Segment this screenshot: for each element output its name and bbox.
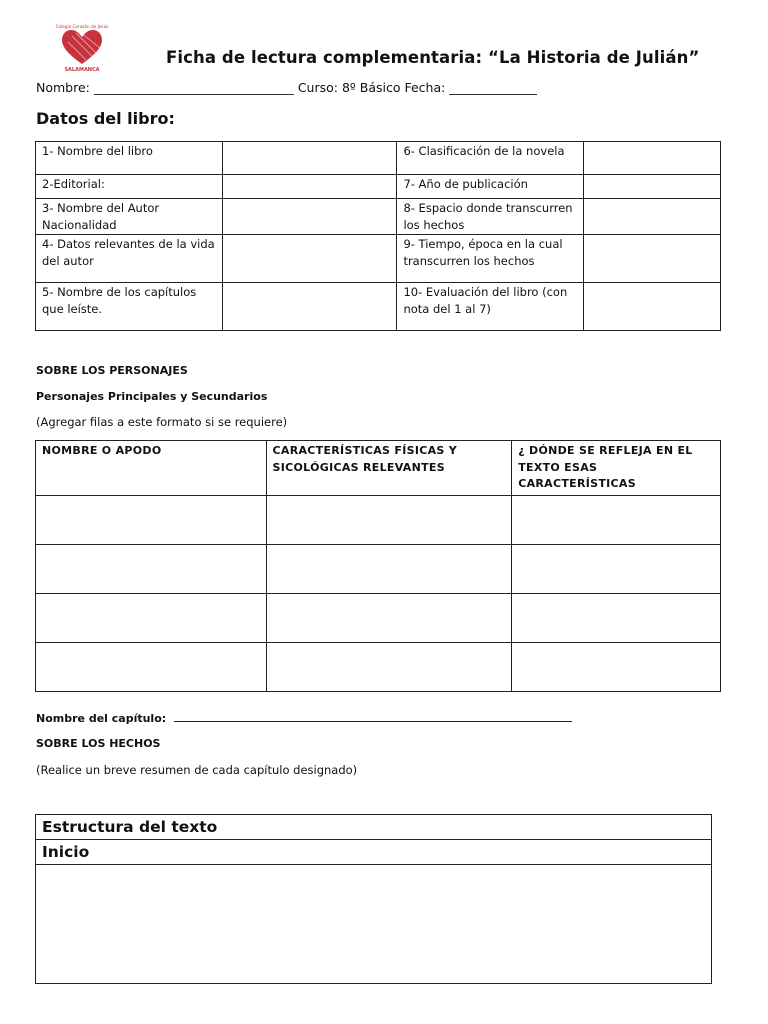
book-field-label: 6- Clasificación de la novela [397,142,584,175]
characters-table [35,440,721,692]
table-row [36,865,712,984]
book-field-answer[interactable] [584,142,721,175]
character-evidence-cell[interactable] [512,495,721,544]
table-row [36,175,721,199]
table-row [36,283,721,331]
events-note: (Realice un breve resumen de cada capítulo designado) [36,763,358,777]
table-header-row [36,441,721,496]
characters-note: (Agregar filas a este formato si se requiere) [36,415,288,429]
structure-section-label: Inicio [36,840,712,865]
book-field-answer[interactable] [222,142,397,175]
column-header: NOMBRE O APODO [36,441,267,496]
book-field-label: 3- Nombre del Autor Nacionalidad [36,199,223,235]
book-field-label: 10- Evaluación del libro (con nota del 1 al 7) [397,283,584,331]
book-field-label: 9- Tiempo, época en la cual transcurren los hechos [397,235,584,283]
book-field-label: 2-Editorial: [36,175,223,199]
character-evidence-cell[interactable] [512,642,721,691]
book-data-table [35,141,721,331]
logo-text-top: Colegio Corazón de Jesús [55,24,109,29]
character-name-cell[interactable] [36,544,267,593]
character-traits-cell[interactable] [266,593,512,642]
table-row [36,199,721,235]
page-title: Ficha de lectura complementaria: “La Historia de Julián” [166,48,700,67]
structure-answer-area[interactable] [36,865,712,984]
book-field-label: 1- Nombre del libro [36,142,223,175]
logo-text-bottom: SALAMANCA [64,67,100,72]
structure-title: Estructura del texto [36,815,712,840]
table-row [36,495,721,544]
book-field-label: 8- Espacio donde transcurren los hechos [397,199,584,235]
book-field-label: 7- Año de publicación [397,175,584,199]
characters-heading: SOBRE LOS PERSONAJES [36,364,188,377]
table-row [36,235,721,283]
chapter-name-label: Nombre del capítulo: [36,712,167,725]
table-row [36,815,712,840]
character-name-cell[interactable] [36,593,267,642]
events-heading: SOBRE LOS HECHOS [36,737,161,750]
book-field-answer[interactable] [584,235,721,283]
character-name-cell[interactable] [36,495,267,544]
text-structure-table [35,814,712,984]
table-row [36,840,712,865]
book-field-answer[interactable] [584,175,721,199]
book-field-answer[interactable] [222,235,397,283]
table-row [36,593,721,642]
student-info-line: Nombre: ________________________________ Curso: 8º Básico Fecha: ______________ [36,80,537,95]
character-traits-cell[interactable] [266,495,512,544]
column-header: CARACTERÍSTICAS FÍSICAS Y SICOLÓGICAS RELEVANTES [266,441,512,496]
character-evidence-cell[interactable] [512,593,721,642]
book-field-answer[interactable] [584,199,721,235]
book-field-label: 4- Datos relevantes de la vida del autor [36,235,223,283]
characters-subheading: Personajes Principales y Secundarios [36,390,268,403]
character-evidence-cell[interactable] [512,544,721,593]
chapter-name-input-line[interactable] [174,711,572,722]
book-section-heading: Datos del libro: [36,109,175,128]
book-field-answer[interactable] [584,283,721,331]
book-field-answer[interactable] [222,283,397,331]
character-traits-cell[interactable] [266,544,512,593]
column-header: ¿ DÓNDE SE REFLEJA EN EL TEXTO ESAS CARACTERÍSTICAS [512,441,721,496]
heart-icon [62,30,102,64]
table-row [36,142,721,175]
character-name-cell[interactable] [36,642,267,691]
table-row [36,642,721,691]
school-logo [50,20,114,72]
table-row [36,544,721,593]
book-field-answer[interactable] [222,199,397,235]
chapter-name-field [36,711,572,725]
book-field-label: 5- Nombre de los capítulos que leíste. [36,283,223,331]
character-traits-cell[interactable] [266,642,512,691]
book-field-answer[interactable] [222,175,397,199]
